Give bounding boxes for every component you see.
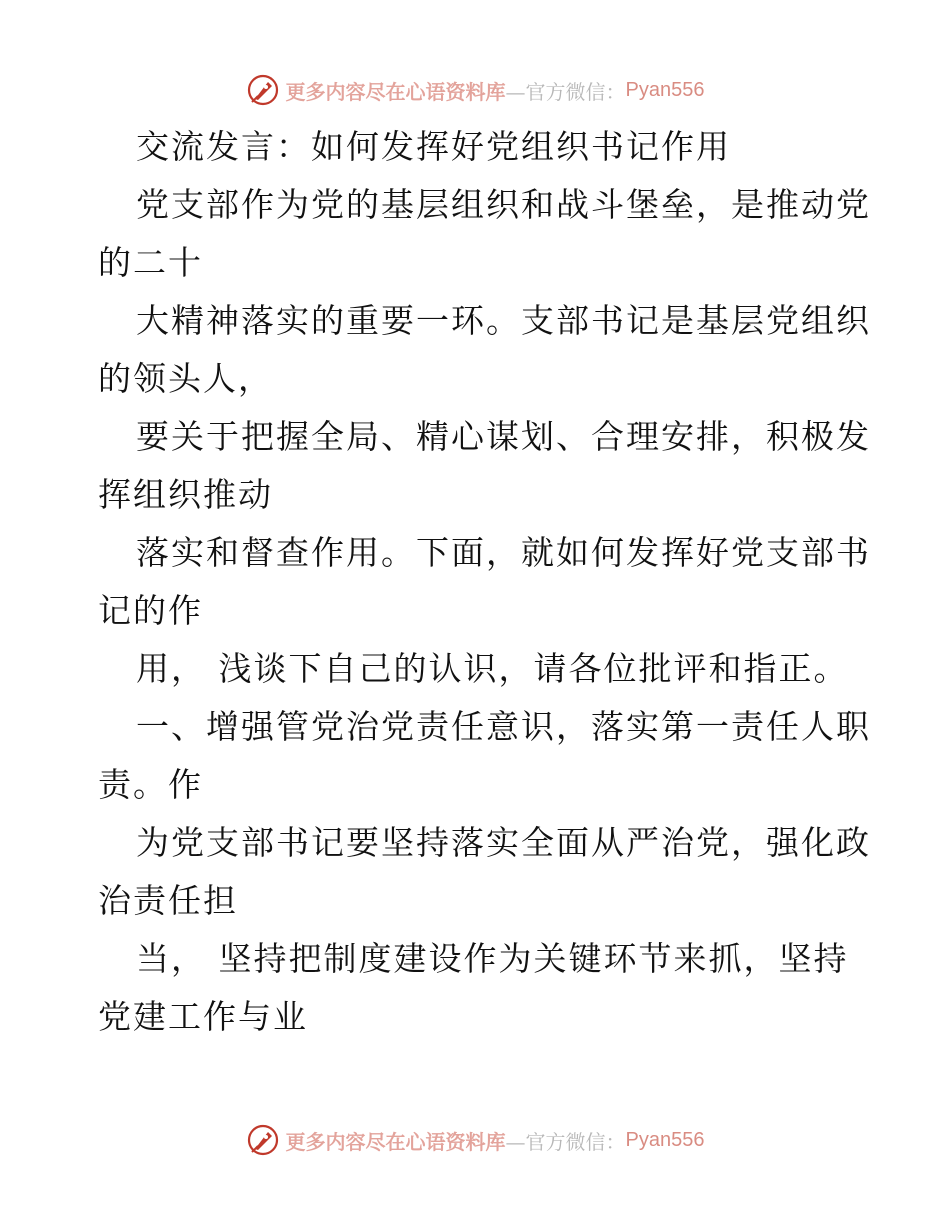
paragraph-line: 为党支部书记要坚持落实全面从严治党，强化政 (136, 823, 871, 862)
paragraph-line: 记的作 (98, 591, 203, 630)
header-watermark (0, 70, 950, 110)
document-body (98, 118, 871, 1046)
watermark-separator: —官方微信： (505, 1129, 626, 1154)
paragraph-line: 治责任担 (98, 881, 238, 920)
paragraph-line: 责。作 (98, 765, 203, 804)
watermark-wechat-id: Pyan556 (625, 78, 705, 101)
paragraph-line: 大精神落实的重要一环。支部书记是基层党组织 (136, 301, 871, 340)
watermark-text: 更多内容尽在心语资料库 (285, 79, 506, 104)
paragraph-line: 的领头人， (98, 359, 273, 398)
section-heading-line: 一、增强管党治党责任意识，落实第一责任人职 (136, 707, 871, 746)
footer-watermark (0, 1120, 950, 1160)
paragraph-line: 当， 坚持把制度建设作为关键环节来抓，坚持 (136, 939, 849, 978)
paragraph-line: 党建工作与业 (98, 997, 308, 1036)
watermark-separator: —官方微信： (505, 79, 626, 104)
watermark-text: 更多内容尽在心语资料库 (285, 1129, 506, 1154)
watermark-wechat-id: Pyan556 (625, 1128, 705, 1151)
paragraph-line: 的二十 (98, 243, 203, 282)
paragraph-line: 党支部作为党的基层组织和战斗堡垒，是推动党 (136, 185, 871, 224)
paragraph-line: 要关于把握全局、精心谋划、合理安排，积极发 (136, 417, 871, 456)
paragraph-line: 落实和督查作用。下面，就如何发挥好党支部书 (136, 533, 871, 572)
paragraph-line: 挥组织推动 (98, 475, 273, 514)
paragraph-line: 用， 浅谈下自己的认识，请各位批评和指正。 (136, 649, 849, 688)
pen-nib-logo-icon (246, 1123, 280, 1157)
document-title: 交流发言：如何发挥好党组织书记作用 (136, 127, 731, 166)
pen-nib-logo-icon (246, 73, 280, 107)
